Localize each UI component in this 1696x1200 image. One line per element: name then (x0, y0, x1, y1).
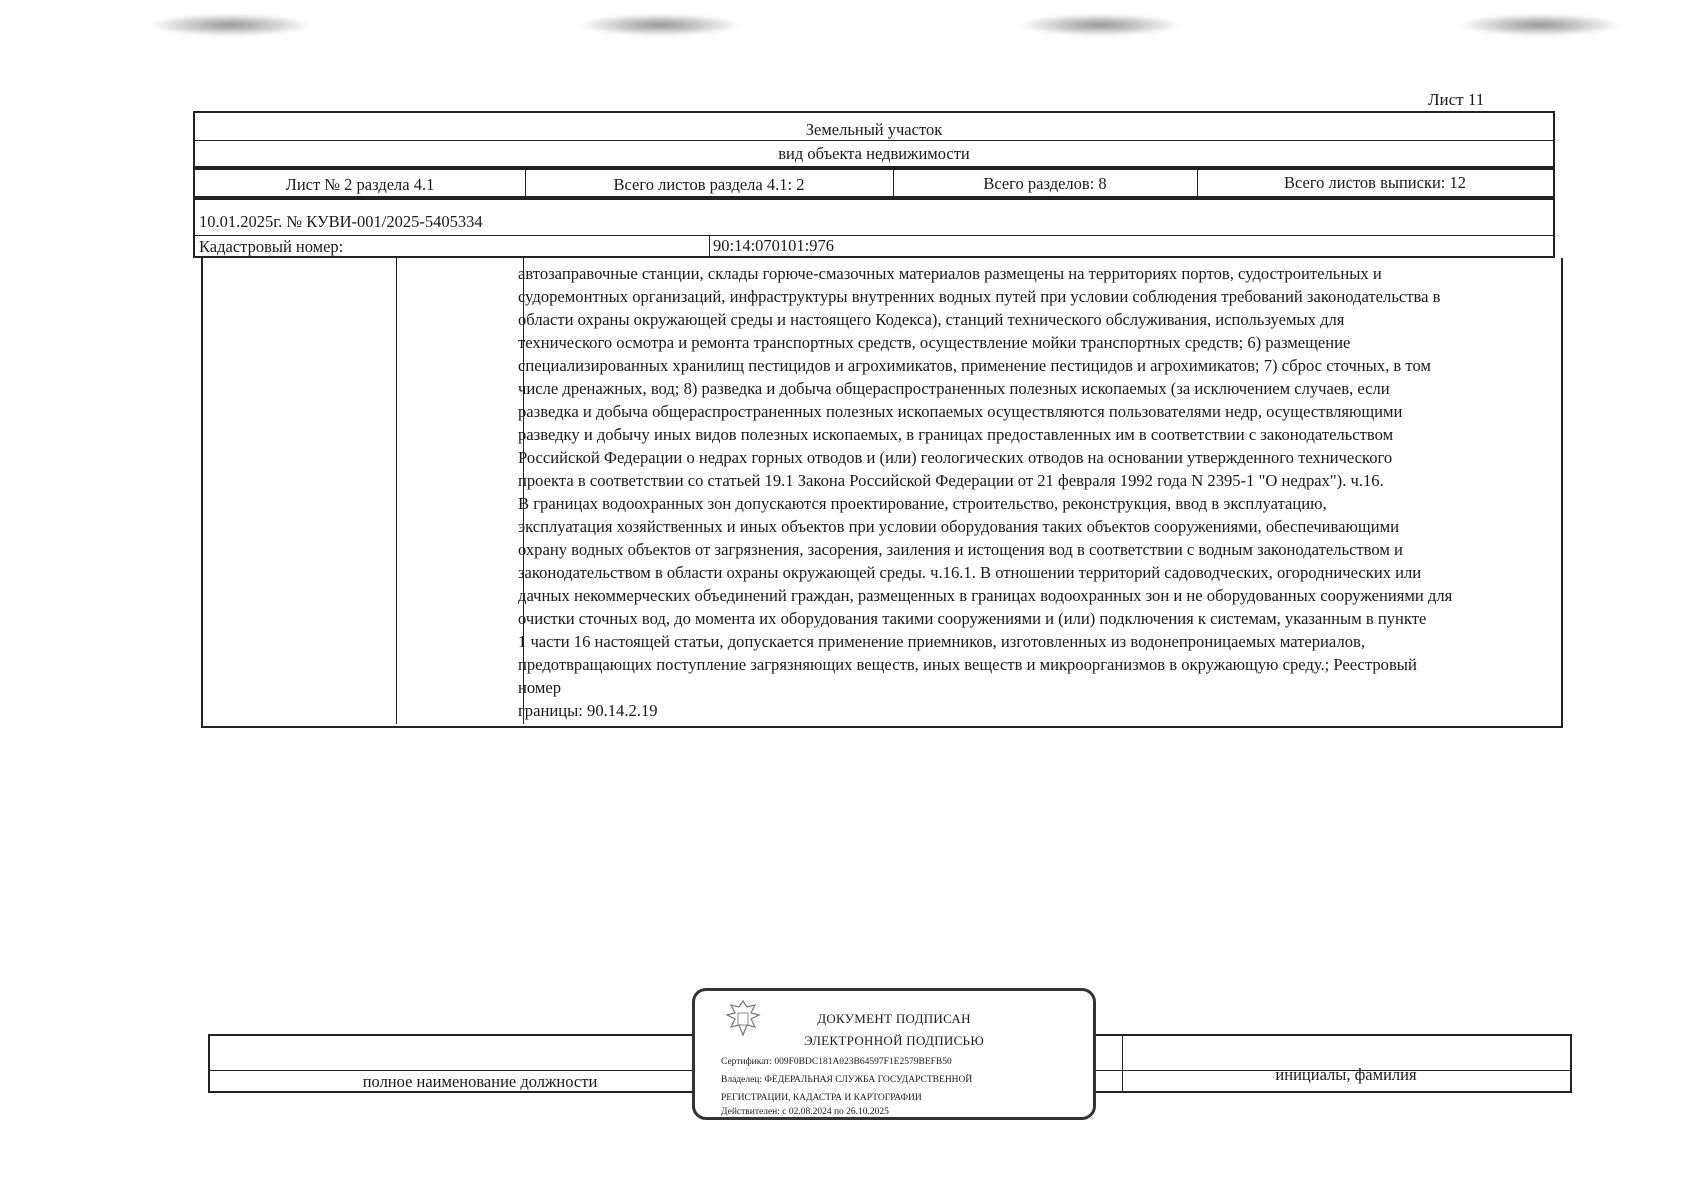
scan-smudge-1 (150, 14, 310, 36)
text-line: судоремонтных организаций, инфраструктуры внутренних водных путей при условии соблюдения требований законодательства в (518, 287, 1441, 306)
text-line: Российской Федерации о недрах горных отводов и (или) геологических отводов на основании утвержденного технического (518, 448, 1393, 467)
scan-smudge-2 (580, 14, 740, 36)
scan-smudge-3 (1020, 14, 1180, 36)
doc-reference: 10.01.2025г. № КУВИ-001/2025-5405334 (199, 212, 483, 231)
text-line: автозаправочные станции, склады горюче-смазочных материалов размещены на территориях портов, судостроительных и (518, 264, 1382, 283)
text-line: законодательством в области охраны окружающей среды. ч.16.1. В отношении территорий садоводческих, огороднических или (518, 563, 1422, 582)
stamp-owner-1: Владелец: ФЕДЕРАЛЬНАЯ СЛУЖБА ГОСУДАРСТВЕННОЙ (721, 1075, 973, 1085)
text-line: границы: 90.14.2.19 (518, 701, 658, 720)
object-type-value: Земельный участок (805, 120, 943, 139)
text-line: очистки сточных вод, до момента их оборудования такими сооружениями и (или) подключения к системам, указанным в пункте (518, 609, 1427, 628)
stamp-valid: Действителен: с 02.08.2024 по 26.10.2025 (721, 1107, 889, 1117)
text-line: В границах водоохранных зон допускаются проектирование, строительство, реконструкция, ввод в эксплуатацию, (518, 494, 1327, 513)
text-line: специализированных хранилищ пестицидов и агрохимикатов, применение пестицидов и агрохимикатов; 7) сброс сточных, в том (518, 356, 1431, 375)
scan-smudge-4 (1460, 14, 1620, 36)
text-line: разведку и добычу иных видов полезных ископаемых, в границах предоставленных им в соответствии с законодательством (518, 425, 1394, 444)
text-line: эксплуатация хозяйственных и иных объектов при условии оборудования таких объектов сооружениями, обеспечивающими (518, 517, 1399, 536)
position-caption: полное наименование должности (362, 1072, 598, 1091)
stamp-certificate: Сертификат: 009F0BDC181A023B64597F1E2579BEFB50 (721, 1057, 952, 1067)
stamp-title-1: ДОКУМЕНТ ПОДПИСАН (817, 1011, 971, 1026)
sheet-of-section: Лист № 2 раздела 4.1 (285, 175, 435, 194)
text-line: области охраны окружающей среды и настоящего Кодекса), станций технического обслуживания, используемых для (518, 310, 1345, 329)
section-header-table (193, 168, 1555, 198)
cadastral-label: Кадастровый номер: (199, 237, 344, 256)
cadastral-value: 90:14:070101:976 (713, 236, 835, 255)
text-line: числе дренажных, вод; 8) разведка и добыча общераспространенных полезных ископаемых (за исключением случаев, если (518, 379, 1390, 398)
text-line: 1 части 16 настоящей статьи, допускается применение приемников, изготовленных из водонепроницаемых материалов, (518, 632, 1366, 651)
restrictions-text (518, 262, 1558, 722)
total-sections: Всего разделов: 8 (983, 174, 1107, 193)
text-line: дачных некоммерческих объединений граждан, размещенных в границах водоохранных зон и не оборудованных сооружениями для (518, 586, 1453, 605)
e-signature-stamp (692, 988, 1096, 1120)
stamp-title-2: ЭЛЕКТРОННОЙ ПОДПИСЬЮ (804, 1033, 984, 1048)
total-sheets-section: Всего листов раздела 4.1: 2 (613, 175, 805, 194)
text-line: номер (518, 678, 562, 697)
text-line: технического осмотра и ремонта транспортных средств, осуществление мойки транспортных средств; 6) размещение (518, 333, 1351, 352)
text-line: разведка и добыча общераспространенных полезных ископаемых осуществляются пользователями недр, осуществляющими (518, 402, 1403, 421)
text-line: проекта в соответствии со статьей 19.1 Закона Российской Федерации от 21 февраля 1992 года N 2395-1 "О недрах"). ч.16. (518, 471, 1384, 490)
object-type-caption: вид объекта недвижимости (778, 144, 970, 163)
stamp-owner-2: РЕГИСТРАЦИИ, КАДАСТРА И КАРТОГРАФИИ (721, 1093, 922, 1103)
total-sheets-extract: Всего листов выписки: 12 (1283, 173, 1467, 192)
name-caption: инициалы, фамилия (1275, 1065, 1417, 1084)
doc-ref-table (193, 198, 1555, 258)
object-type-table (193, 111, 1555, 168)
text-line: охрану водных объектов от загрязнения, засорения, заиления и истощения вод в соответствии с водным законодательством и (518, 540, 1403, 559)
sheet-number: Лист 11 (1428, 90, 1485, 109)
text-line: предотвращающих поступление загрязняющих веществ, иных веществ и микроорганизмов в окружающую среду.; Реестровый (518, 655, 1417, 674)
